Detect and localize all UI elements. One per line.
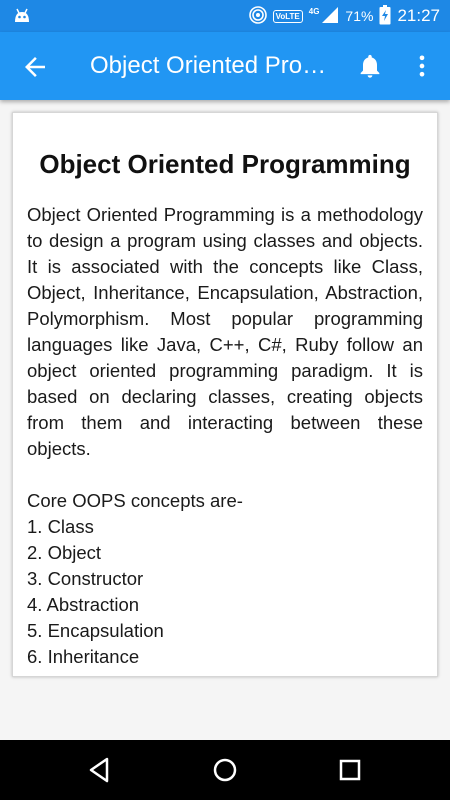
- list-item: 6. Inheritance: [27, 646, 140, 667]
- hotspot-icon: [249, 6, 267, 27]
- recents-square-icon[interactable]: [335, 755, 365, 785]
- list-item: 3. Constructor: [27, 568, 144, 589]
- battery-percent: 71%: [345, 8, 374, 24]
- list-item: 4. Abstraction: [27, 594, 140, 615]
- android-icon: [12, 6, 32, 29]
- battery-charging-icon: [379, 5, 391, 28]
- network-type: 4G: [308, 6, 320, 16]
- description-text: Object Oriented Programming is a methodology to design a program using classes and objects. It is associated with the concepts like Class, Object, Inheritance, Encapsulation, Abstraction, Polymorphism. Most popular programming languages like Java, C++, C#, Ruby follow an object oriented programming paradigm. It is based on declaring classes, creating objects from them and interacting between these objects.: [27, 204, 423, 459]
- content-heading: Object Oriented Programming: [39, 149, 411, 179]
- list-item: 2. Object: [27, 542, 102, 563]
- more-vert-icon[interactable]: [408, 50, 436, 82]
- volte-badge: VoLTE: [273, 10, 303, 23]
- clock: 21:27: [397, 6, 440, 25]
- signal-icon: [321, 6, 339, 27]
- arrow-back-icon[interactable]: [20, 52, 50, 82]
- status-bar: [0, 0, 450, 32]
- app-bar: [0, 32, 450, 100]
- list-item: 1. Class: [27, 516, 94, 537]
- list-intro: Core OOPS concepts are-: [27, 490, 243, 511]
- bell-icon[interactable]: [356, 52, 384, 80]
- home-circle-icon[interactable]: [210, 755, 240, 785]
- page-title: Object Oriented Pro…: [90, 52, 327, 79]
- content-card: [12, 112, 438, 677]
- navigation-bar: [0, 740, 450, 800]
- list-item: 5. Encapsulation: [27, 620, 164, 641]
- back-triangle-icon[interactable]: [85, 755, 115, 785]
